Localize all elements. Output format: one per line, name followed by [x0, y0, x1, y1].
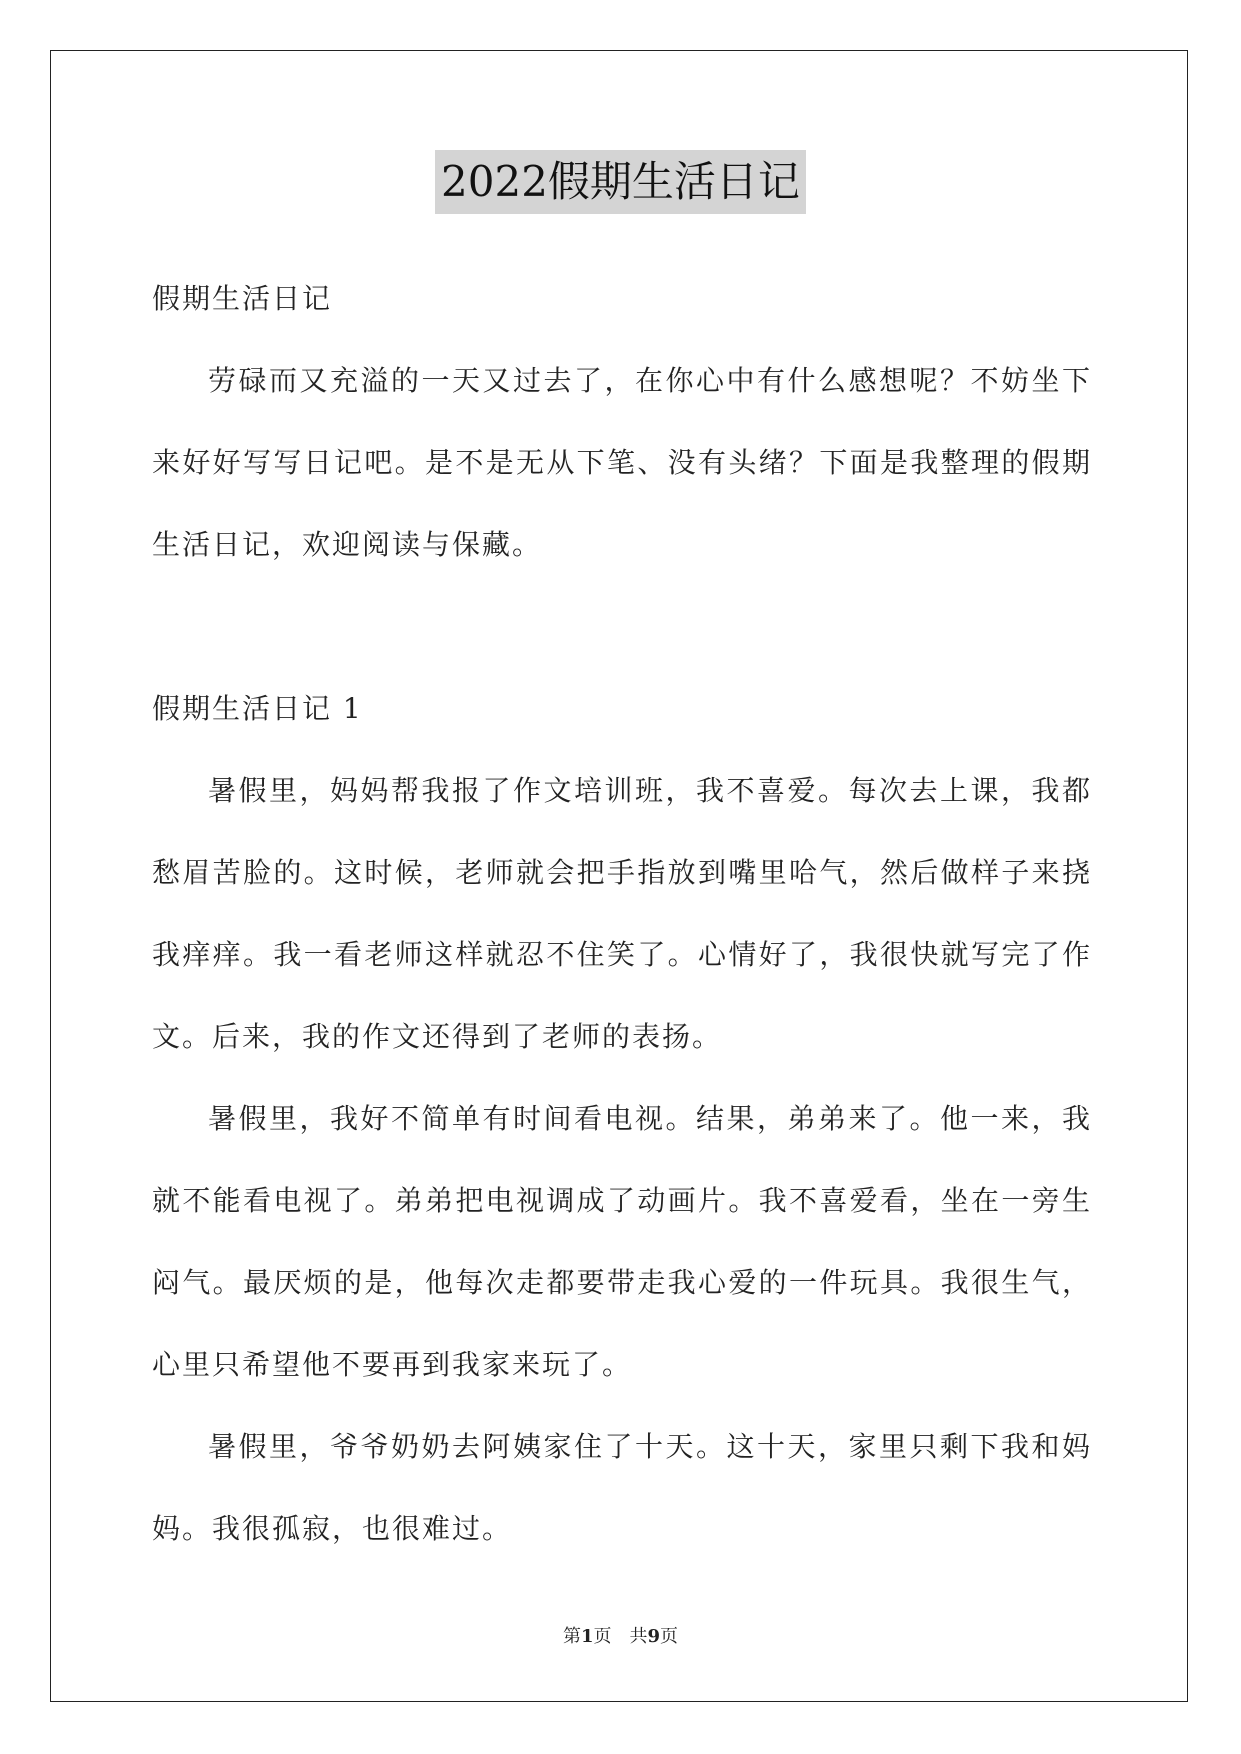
page-footer [0, 1622, 1241, 1648]
body-paragraph: 暑假里，我好不简单有时间看电视。结果，弟弟来了。他一来，我就不能看电视了。弟弟把电视调成了动画片。我不喜爱看，坐在一旁生闷气。最厌烦的是，他每次走都要带走我心爱的一件玩具。我很生气，心里只希望他不要再到我家来玩了。 [152, 1102, 1092, 1381]
page-mid: 页 共 [593, 1626, 648, 1647]
subtitle: 假期生活日记 [152, 282, 333, 315]
intro-paragraph: 劳碌而又充溢的一天又过去了，在你心中有什么感想呢？不妨坐下来好好写写日记吧。是不是无从下笔、没有头绪？下面是我整理的假期生活日记，欢迎阅读与保藏。 [152, 364, 1092, 561]
page-current: 1 [580, 1626, 594, 1647]
page-total: 9 [647, 1626, 661, 1647]
body-paragraph: 暑假里，爷爷奶奶去阿姨家住了十天。这十天，家里只剩下我和妈妈。我很孤寂，也很难过。 [152, 1430, 1092, 1545]
page-prefix: 第 [562, 1626, 581, 1647]
page-suffix: 页 [660, 1626, 679, 1647]
section-heading: 假期生活日记 1 [152, 692, 363, 725]
spacer [152, 586, 1092, 668]
document-body [152, 258, 1092, 1570]
body-paragraph: 暑假里，妈妈帮我报了作文培训班，我不喜爱。每次去上课，我都愁眉苦脸的。这时候，老师就会把手指放到嘴里哈气，然后做样子来挠我痒痒。我一看老师这样就忍不住笑了。心情好了，我很快就写完了作文。后来，我的作文还得到了老师的表扬。 [152, 774, 1092, 1053]
document-title: 2022假期生活日记 [435, 150, 806, 214]
title-container [0, 150, 1241, 214]
